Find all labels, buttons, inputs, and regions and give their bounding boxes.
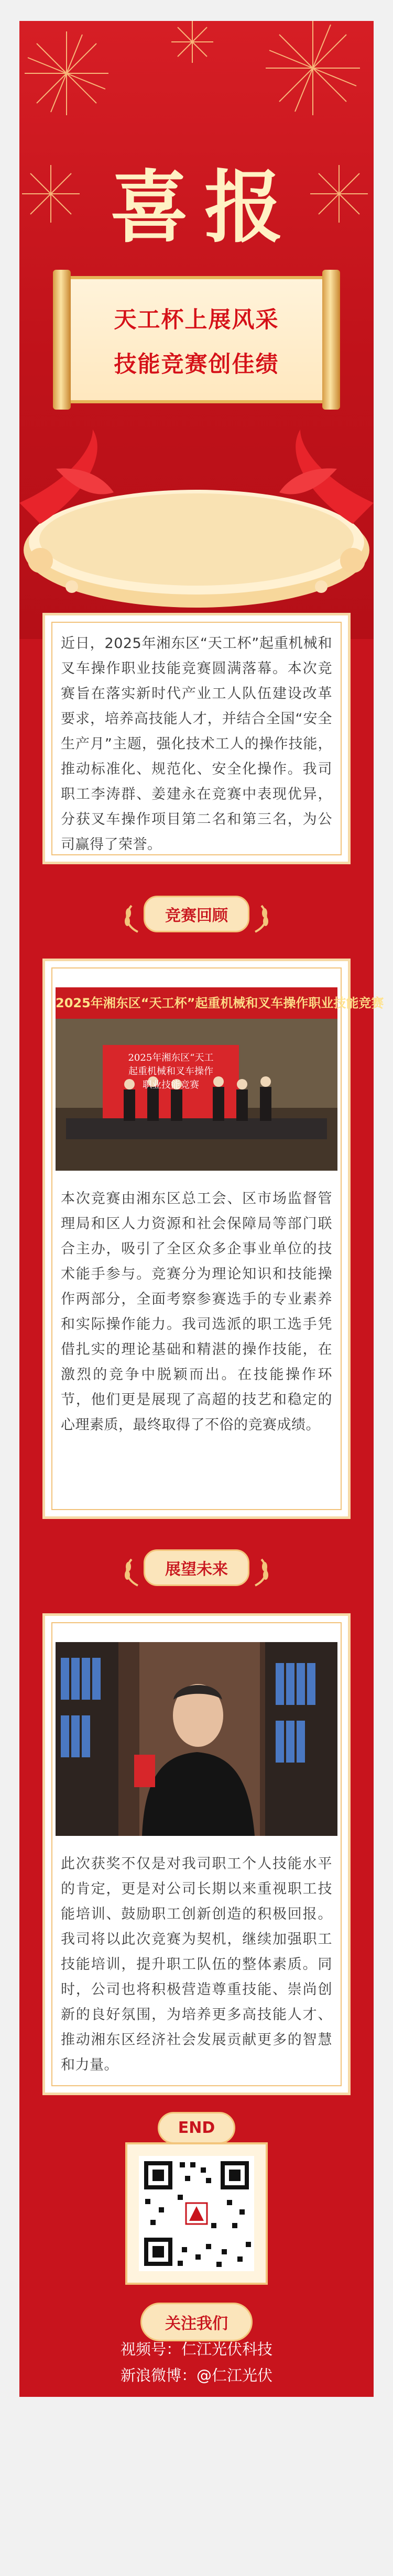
future-section-title — [19, 1549, 374, 1587]
intro-card — [42, 613, 351, 864]
follow-button[interactable]: 关注我们 — [140, 2303, 253, 2341]
intro-text: 近日，2025年湘东区“天工杯”起重机械和叉车操作职业技能竞赛圆满落幕。本次竞赛旨在落实新时代产业工人队伍建设改革要求，培养高技能人才，并结合全国“安全生产月”主题，强化技术工人的操作技能，推动标准化、规范化、安全化操作。我司职工李涛群、姜建永在竞赛中表现优异，分获叉车操作项目第二名和第三名，为公司赢得了荣誉。 — [61, 635, 332, 853]
review-text: 本次竞赛由湘东区总工会、区市场监督管理局和区人力资源和社会保障局等部门联合主办，吸引了全区众多企事业单位的技术能手参与。竞赛分为理论知识和技能操作两部分，全面考察参赛选手的专业素养和实际操作能力。我司选派的职工选手凭借扎实的理论基础和精湛的操作技能，在激烈的竞争中脱颖而出。在技能操作环节，他们更是展现了高超的技艺和稳定的心理素质，最终取得了不俗的竞赛成绩。 — [61, 1191, 332, 1433]
winner-photo — [56, 1642, 337, 1836]
future-text: 此次获奖不仅是对我司职工个人技能水平的肯定，更是对公司长期以来重视职工技能培训、鼓励职工创新创造的积极回报。我司将以此次竞赛为契机，继续加强职工技能培训，提升职工队伍的整体素质。同时，公司也将积极营造尊重技能、崇尚创新的良好氛围，为培养更多高技能人才、推动湘东区经济社会发展贡献更多的智慧和力量。 — [61, 1856, 332, 2073]
scroll-rod-left — [53, 270, 71, 410]
follow-badge — [19, 2303, 374, 2341]
competition-photo — [56, 987, 384, 1171]
future-title-badge: 展望未来 — [144, 1549, 249, 1586]
title-scroll — [56, 276, 337, 403]
photo-board-line-1: 2025年湘东区“天工 — [128, 1052, 214, 1063]
laurel-left-icon — [122, 1558, 141, 1587]
poster — [19, 21, 384, 2397]
end-label: END — [158, 2112, 236, 2144]
laurel-left-icon — [122, 905, 141, 933]
scroll-line-1: 天工杯上展风采 — [114, 307, 279, 333]
hero-title: 喜报 — [110, 161, 299, 254]
weibo-account-label: 新浪微博：@仁江光伏 — [120, 2366, 272, 2384]
scroll-line-2: 技能竞赛创佳绩 — [114, 351, 279, 378]
hero-banner — [19, 21, 374, 639]
photo-board — [105, 1051, 236, 1092]
review-section-title — [19, 896, 374, 933]
winner-photo-drawing — [56, 1642, 337, 1836]
review-card — [42, 959, 384, 1519]
review-title-badge: 竞赛回顾 — [144, 896, 249, 932]
laurel-right-icon — [252, 1558, 271, 1587]
photo-board-line-2: 起重机械和叉车操作 — [128, 1066, 213, 1077]
qr-code-frame — [125, 2142, 268, 2285]
video-account-label: 视频号：仁江光伏科技 — [120, 2340, 272, 2358]
future-card — [42, 1613, 351, 2095]
laurel-right-icon — [252, 905, 271, 933]
scroll-paper — [69, 276, 324, 403]
photo-banner-text: 2025年湘东区“天工杯”起重机械和叉车操作职业技能竞赛 — [56, 996, 384, 1010]
stage-ribbon-decoration — [19, 419, 374, 639]
contact-info — [19, 2336, 374, 2388]
end-badge — [19, 2112, 374, 2144]
qr-code-icon[interactable] — [127, 2144, 266, 2283]
photo-board-line-3: 职业技能竞赛 — [143, 1080, 199, 1091]
scroll-rod-right — [322, 270, 340, 410]
